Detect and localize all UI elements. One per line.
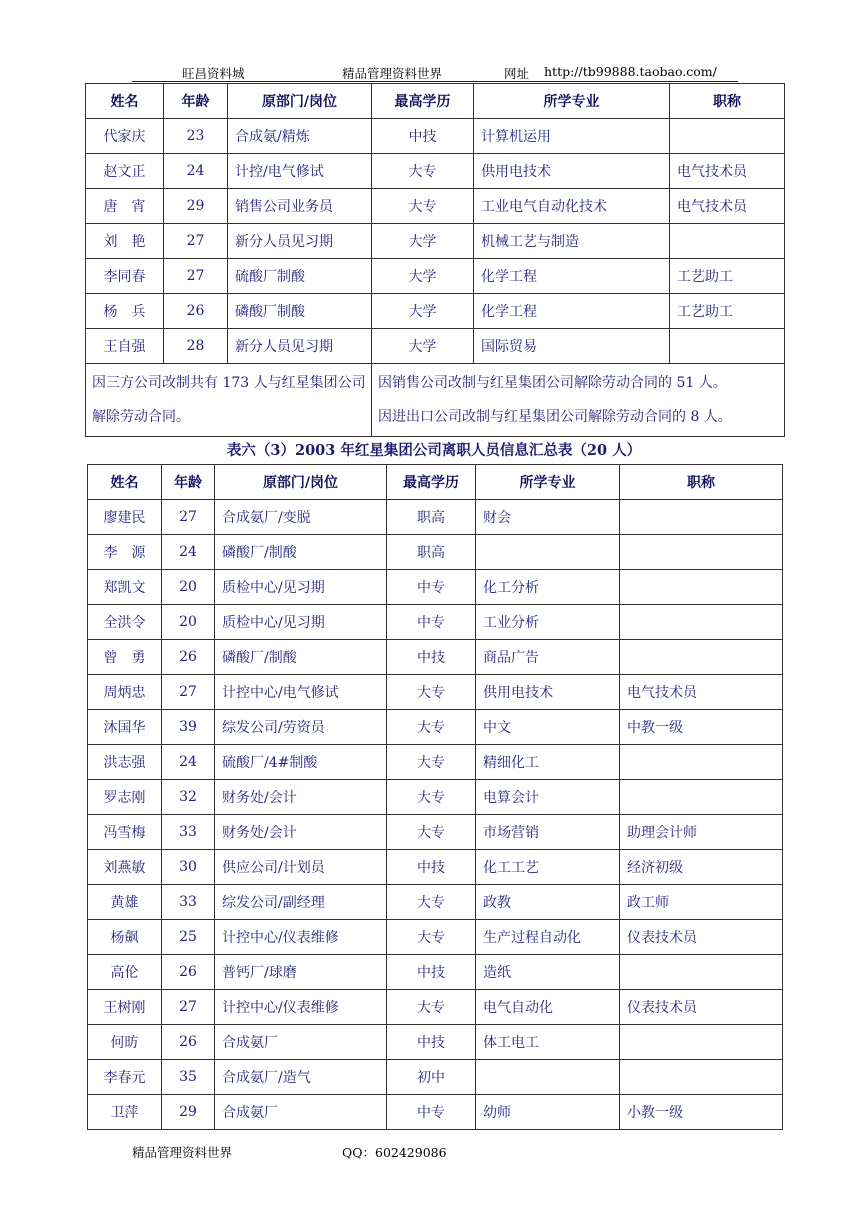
table-row xyxy=(86,119,785,154)
cell-name: 沐国华 xyxy=(88,710,162,745)
cell-name: 李 源 xyxy=(88,535,162,570)
cell-title xyxy=(670,119,785,154)
cell-age: 24 xyxy=(162,535,215,570)
cell-age: 29 xyxy=(162,1095,215,1130)
col-header-education: 最高学历 xyxy=(372,84,474,119)
cell-title: 助理会计师 xyxy=(620,815,783,850)
cell-age: 20 xyxy=(162,605,215,640)
cell-title: 电气技术员 xyxy=(670,189,785,224)
table-row xyxy=(88,885,783,920)
cell-dept: 合成氨/精炼 xyxy=(228,119,372,154)
cell-education: 中技 xyxy=(387,955,476,990)
cell-major: 化学工程 xyxy=(474,259,670,294)
table-header-row xyxy=(86,84,785,119)
cell-name: 王树刚 xyxy=(88,990,162,1025)
cell-dept: 综发公司/劳资员 xyxy=(215,710,387,745)
cell-dept: 磷酸厂制酸 xyxy=(228,294,372,329)
cell-major: 工业分析 xyxy=(476,605,620,640)
cell-age: 26 xyxy=(162,640,215,675)
cell-dept: 供应公司/计划员 xyxy=(215,850,387,885)
col-header-major: 所学专业 xyxy=(474,84,670,119)
col-header-age: 年龄 xyxy=(164,84,228,119)
cell-education: 大专 xyxy=(387,885,476,920)
cell-age: 27 xyxy=(162,675,215,710)
cell-education: 大专 xyxy=(387,745,476,780)
cell-title xyxy=(620,570,783,605)
cell-name: 黄雄 xyxy=(88,885,162,920)
cell-title: 工艺助工 xyxy=(670,294,785,329)
cell-major: 中文 xyxy=(476,710,620,745)
cell-dept: 销售公司业务员 xyxy=(228,189,372,224)
cell-dept: 合成氨厂/造气 xyxy=(215,1060,387,1095)
table-row xyxy=(86,259,785,294)
table-row xyxy=(86,329,785,364)
cell-title xyxy=(620,745,783,780)
table-row xyxy=(86,189,785,224)
cell-dept: 综发公司/副经理 xyxy=(215,885,387,920)
cell-education: 中技 xyxy=(387,1025,476,1060)
cell-dept: 磷酸厂/制酸 xyxy=(215,640,387,675)
cell-major: 造纸 xyxy=(476,955,620,990)
cell-age: 20 xyxy=(162,570,215,605)
cell-age: 30 xyxy=(162,850,215,885)
cell-major xyxy=(476,1060,620,1095)
col-header-dept: 原部门/岗位 xyxy=(215,465,387,500)
cell-title xyxy=(620,1060,783,1095)
header-site-name: 旺昌资料城 xyxy=(182,66,245,81)
cell-title xyxy=(670,224,785,259)
cell-name: 曾 勇 xyxy=(88,640,162,675)
cell-age: 27 xyxy=(164,259,228,294)
cell-education: 大专 xyxy=(372,154,474,189)
cell-dept: 合成氨厂 xyxy=(215,1025,387,1060)
page-footer xyxy=(132,1143,532,1161)
cell-name: 全洪令 xyxy=(88,605,162,640)
cell-major: 工业电气自动化技术 xyxy=(474,189,670,224)
cell-education: 大专 xyxy=(387,815,476,850)
table-row xyxy=(88,1025,783,1060)
cell-dept: 财务处/会计 xyxy=(215,815,387,850)
cell-education: 大专 xyxy=(387,675,476,710)
cell-education: 中技 xyxy=(387,640,476,675)
cell-name: 杨飙 xyxy=(88,920,162,955)
note-right-line: 因销售公司改制与红星集团公司解除劳动合同的 51 人。 xyxy=(378,375,727,391)
cell-title xyxy=(620,1025,783,1060)
cell-dept: 硫酸厂制酸 xyxy=(228,259,372,294)
note-left-line: 解除劳动合同。 xyxy=(92,409,190,425)
cell-dept: 计控中心/仪表维修 xyxy=(215,990,387,1025)
table-row xyxy=(88,640,783,675)
cell-education: 中技 xyxy=(372,119,474,154)
table-row xyxy=(88,920,783,955)
cell-major: 计算机运用 xyxy=(474,119,670,154)
cell-major: 商品广告 xyxy=(476,640,620,675)
cell-dept: 合成氨厂 xyxy=(215,1095,387,1130)
cell-age: 33 xyxy=(162,885,215,920)
cell-name: 廖建民 xyxy=(88,500,162,535)
cell-title xyxy=(620,605,783,640)
col-header-education: 最高学历 xyxy=(387,465,476,500)
cell-title xyxy=(670,329,785,364)
table-row xyxy=(88,815,783,850)
staff-table-1 xyxy=(85,83,785,437)
cell-major xyxy=(476,535,620,570)
note-right-line: 因进出口公司改制与红星集团公司解除劳动合同的 8 人。 xyxy=(378,409,732,425)
cell-education: 大学 xyxy=(372,294,474,329)
cell-dept: 新分人员见习期 xyxy=(228,329,372,364)
cell-education: 大学 xyxy=(372,224,474,259)
cell-title: 小教一级 xyxy=(620,1095,783,1130)
cell-age: 26 xyxy=(162,955,215,990)
cell-age: 23 xyxy=(164,119,228,154)
cell-education: 中专 xyxy=(387,1095,476,1130)
cell-major: 生产过程自动化 xyxy=(476,920,620,955)
cell-education: 初中 xyxy=(387,1060,476,1095)
cell-name: 洪志强 xyxy=(88,745,162,780)
table-row xyxy=(88,535,783,570)
table-row xyxy=(88,605,783,640)
cell-name: 刘燕敏 xyxy=(88,850,162,885)
cell-major: 政教 xyxy=(476,885,620,920)
cell-major: 幼师 xyxy=(476,1095,620,1130)
cell-age: 39 xyxy=(162,710,215,745)
cell-major: 国际贸易 xyxy=(474,329,670,364)
cell-title: 经济初级 xyxy=(620,850,783,885)
cell-dept: 硫酸厂/4#制酸 xyxy=(215,745,387,780)
cell-title xyxy=(620,780,783,815)
table-row xyxy=(88,1095,783,1130)
cell-name: 代家庆 xyxy=(86,119,164,154)
cell-major: 机械工艺与制造 xyxy=(474,224,670,259)
table-row xyxy=(88,990,783,1025)
col-header-major: 所学专业 xyxy=(476,465,620,500)
cell-major: 体工电工 xyxy=(476,1025,620,1060)
note-left-line: 因三方公司改制共有 173 人与红星集团公司 xyxy=(92,375,366,391)
col-header-name: 姓名 xyxy=(86,84,164,119)
cell-education: 大专 xyxy=(387,780,476,815)
cell-title xyxy=(620,500,783,535)
cell-name: 杨 兵 xyxy=(86,294,164,329)
cell-title xyxy=(620,535,783,570)
cell-name: 李春元 xyxy=(88,1060,162,1095)
cell-title xyxy=(620,640,783,675)
cell-age: 32 xyxy=(162,780,215,815)
header-rule xyxy=(132,81,738,82)
staff-table-2 xyxy=(87,464,783,1130)
cell-name: 王自强 xyxy=(86,329,164,364)
cell-name: 刘 艳 xyxy=(86,224,164,259)
cell-dept: 磷酸厂/制酸 xyxy=(215,535,387,570)
cell-title: 工艺助工 xyxy=(670,259,785,294)
col-header-title: 职称 xyxy=(670,84,785,119)
cell-dept: 计控中心/仪表维修 xyxy=(215,920,387,955)
cell-education: 大专 xyxy=(372,189,474,224)
cell-education: 职高 xyxy=(387,500,476,535)
cell-title: 仪表技术员 xyxy=(620,990,783,1025)
table-row xyxy=(88,745,783,780)
cell-dept: 合成氨厂/变脱 xyxy=(215,500,387,535)
header-subtitle: 精品管理资料世界 xyxy=(342,66,443,81)
cell-age: 27 xyxy=(162,990,215,1025)
cell-title: 电气技术员 xyxy=(670,154,785,189)
cell-name: 周炳忠 xyxy=(88,675,162,710)
cell-title xyxy=(620,955,783,990)
table-row xyxy=(88,955,783,990)
col-header-name: 姓名 xyxy=(88,465,162,500)
cell-major: 电算会计 xyxy=(476,780,620,815)
cell-age: 27 xyxy=(164,224,228,259)
cell-age: 26 xyxy=(164,294,228,329)
cell-dept: 质检中心/见习期 xyxy=(215,570,387,605)
cell-major: 供用电技术 xyxy=(474,154,670,189)
cell-education: 大专 xyxy=(387,990,476,1025)
cell-name: 罗志刚 xyxy=(88,780,162,815)
table-row xyxy=(86,294,785,329)
cell-title: 中教一级 xyxy=(620,710,783,745)
cell-dept: 质检中心/见习期 xyxy=(215,605,387,640)
cell-dept: 计控中心/电气修试 xyxy=(215,675,387,710)
table-row xyxy=(88,675,783,710)
cell-education: 大专 xyxy=(387,710,476,745)
cell-name: 高伦 xyxy=(88,955,162,990)
cell-name: 何昉 xyxy=(88,1025,162,1060)
cell-major: 化工分析 xyxy=(476,570,620,605)
table-header-row xyxy=(88,465,783,500)
cell-age: 24 xyxy=(162,745,215,780)
table-row xyxy=(88,500,783,535)
cell-dept: 普钙厂/球磨 xyxy=(215,955,387,990)
cell-education: 中专 xyxy=(387,570,476,605)
cell-title: 仪表技术员 xyxy=(620,920,783,955)
table-note-row xyxy=(86,364,785,437)
col-header-age: 年龄 xyxy=(162,465,215,500)
table-row xyxy=(86,154,785,189)
cell-name: 赵文正 xyxy=(86,154,164,189)
cell-major: 电气自动化 xyxy=(476,990,620,1025)
table-row xyxy=(88,1060,783,1095)
cell-age: 35 xyxy=(162,1060,215,1095)
page-header xyxy=(132,62,738,82)
cell-major: 化工工艺 xyxy=(476,850,620,885)
table-row xyxy=(88,710,783,745)
cell-education: 大专 xyxy=(387,920,476,955)
col-header-dept: 原部门/岗位 xyxy=(228,84,372,119)
header-url: http://tb99888.taobao.com/ xyxy=(544,64,717,79)
cell-major: 精细化工 xyxy=(476,745,620,780)
cell-education: 中技 xyxy=(387,850,476,885)
cell-title: 政工师 xyxy=(620,885,783,920)
cell-major: 化学工程 xyxy=(474,294,670,329)
cell-education: 中专 xyxy=(387,605,476,640)
cell-major: 财会 xyxy=(476,500,620,535)
cell-name: 唐 宵 xyxy=(86,189,164,224)
cell-age: 29 xyxy=(164,189,228,224)
cell-major: 供用电技术 xyxy=(476,675,620,710)
cell-age: 33 xyxy=(162,815,215,850)
cell-name: 李同春 xyxy=(86,259,164,294)
cell-title: 电气技术员 xyxy=(620,675,783,710)
table-row xyxy=(88,570,783,605)
cell-education: 大学 xyxy=(372,259,474,294)
table-row xyxy=(88,850,783,885)
footer-site-name: 精品管理资料世界 xyxy=(132,1145,233,1160)
table-caption: 表六（3）2003 年红星集团公司离职人员信息汇总表（20 人） xyxy=(226,442,642,459)
col-header-title: 职称 xyxy=(620,465,783,500)
cell-major: 市场营销 xyxy=(476,815,620,850)
header-url-label: 网址 xyxy=(504,66,530,81)
cell-age: 24 xyxy=(164,154,228,189)
cell-name: 郑凯文 xyxy=(88,570,162,605)
cell-dept: 财务处/会计 xyxy=(215,780,387,815)
cell-age: 26 xyxy=(162,1025,215,1060)
cell-name: 冯雪梅 xyxy=(88,815,162,850)
note-right xyxy=(372,364,785,437)
cell-age: 25 xyxy=(162,920,215,955)
table-row xyxy=(88,780,783,815)
cell-dept: 新分人员见习期 xyxy=(228,224,372,259)
cell-education: 大学 xyxy=(372,329,474,364)
cell-dept: 计控/电气修试 xyxy=(228,154,372,189)
cell-education: 职高 xyxy=(387,535,476,570)
table-row xyxy=(86,224,785,259)
cell-name: 卫萍 xyxy=(88,1095,162,1130)
note-left xyxy=(86,364,372,437)
footer-qq: QQ：602429086 xyxy=(342,1145,447,1160)
cell-age: 28 xyxy=(164,329,228,364)
cell-age: 27 xyxy=(162,500,215,535)
